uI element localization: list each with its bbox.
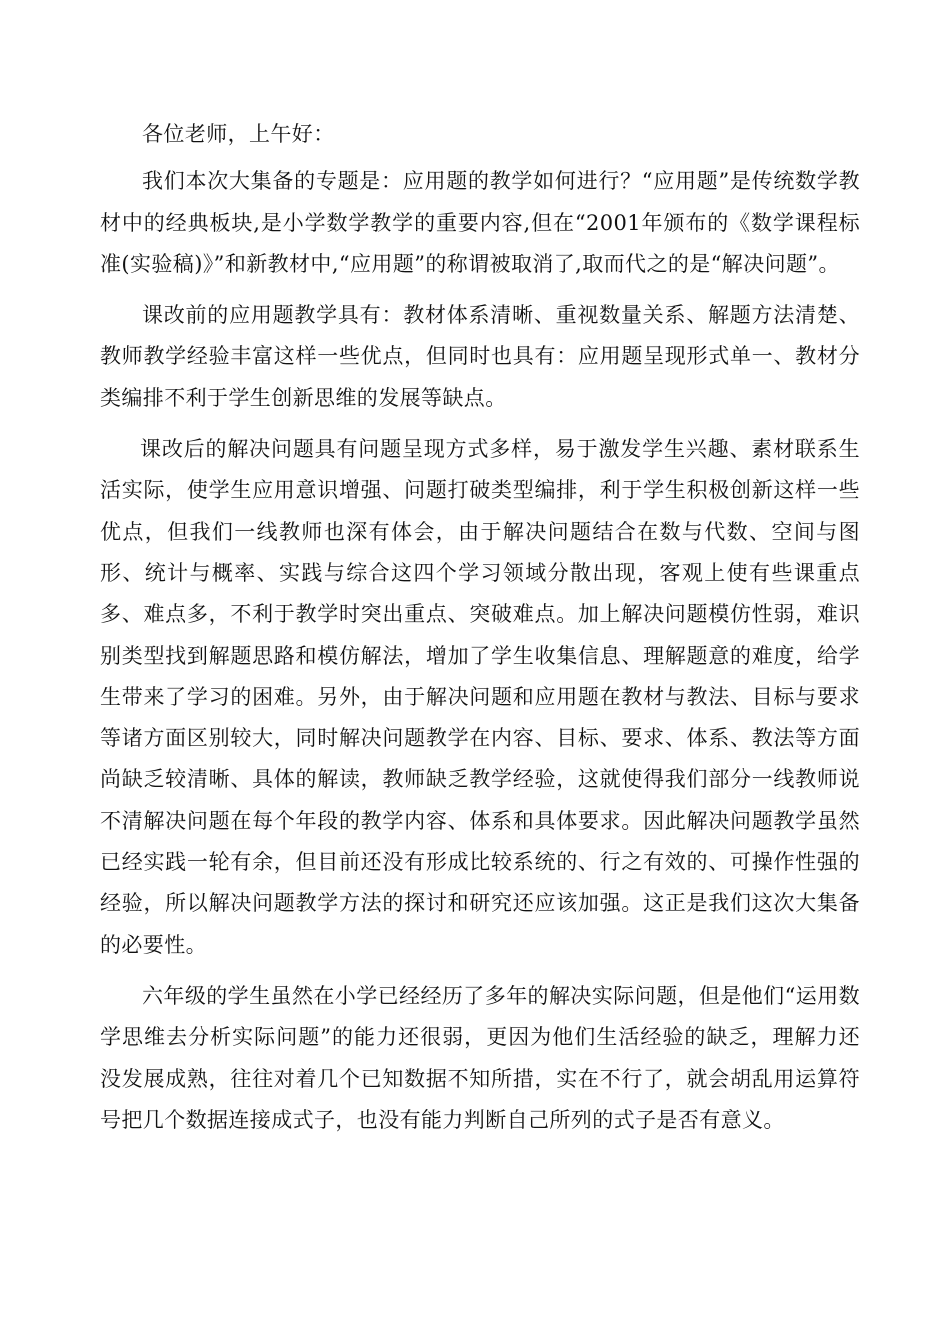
paragraph-after-reform: 课改后的解决问题具有问题呈现方式多样，易于激发学生兴趣、素材联系生活实际，使学生应用意识增强、问题打破类型编排，利于学生积极创新这样一些优点，但我们一线教师也深有体会，由于解决问题结合在数与代数、空间与图形、统计与概率、实践与综合这四个学习领域分散出现，客观上使有些课重点多、难点多，不利于教学时突出重点、突破难点。加上解决问题模仿性弱，难识别类型找到解题思路和模仿解法，增加了学生收集信息、理解题意的难度，给学生带来了学习的困难。另外，由于解决问题和应用题在教材与教法、目标与要求等诸方面区别较大，同时解决问题教学在内容、目标、要求、体系、教法等方面尚缺乏较清晰、具体的解读，教师缺乏教学经验，这就使得我们部分一线教师说不清解决问题在每个年段的教学内容、体系和具体要求。因此解决问题教学虽然已经实践一轮有余，但目前还没有形成比较系统的、行之有效的、可操作性强的经验，所以解决问题教学方法的探讨和研究还应该加强。这正是我们这次大集备的必要性。 [100,437,860,957]
paragraph-topic: 我们本次大集备的专题是：应用题的教学如何进行？“应用题”是传统数学教材中的经典板块,是小学数学教学的重要内容,但在“2001年颁布的《数学课程标准(实验稿)》”和新教材中,“应用题”的称谓被取消了,取而代之的是“解决问题”。 [100,169,860,276]
paragraph-grade-six: 六年级的学生虽然在小学已经经历了多年的解决实际问题，但是他们“运用数学思维去分析实际问题”的能力还很弱，更因为他们生活经验的缺乏，理解力还没发展成熟，往往对着几个已知数据不知所措，实在不行了，就会胡乱用运算符号把几个数据连接成式子，也没有能力判断自己所列的式子是否有意义。 [100,983,860,1132]
paragraph-before-reform: 课改前的应用题教学具有：教材体系清晰、重视数量关系、解题方法清楚、教师教学经验丰富这样一些优点，但同时也具有：应用题呈现形式单一、教材分类编排不利于学生创新思维的发展等缺点。 [100,303,860,410]
greeting-line: 各位老师，上午好： [142,122,335,146]
document-page [100,114,860,1151]
